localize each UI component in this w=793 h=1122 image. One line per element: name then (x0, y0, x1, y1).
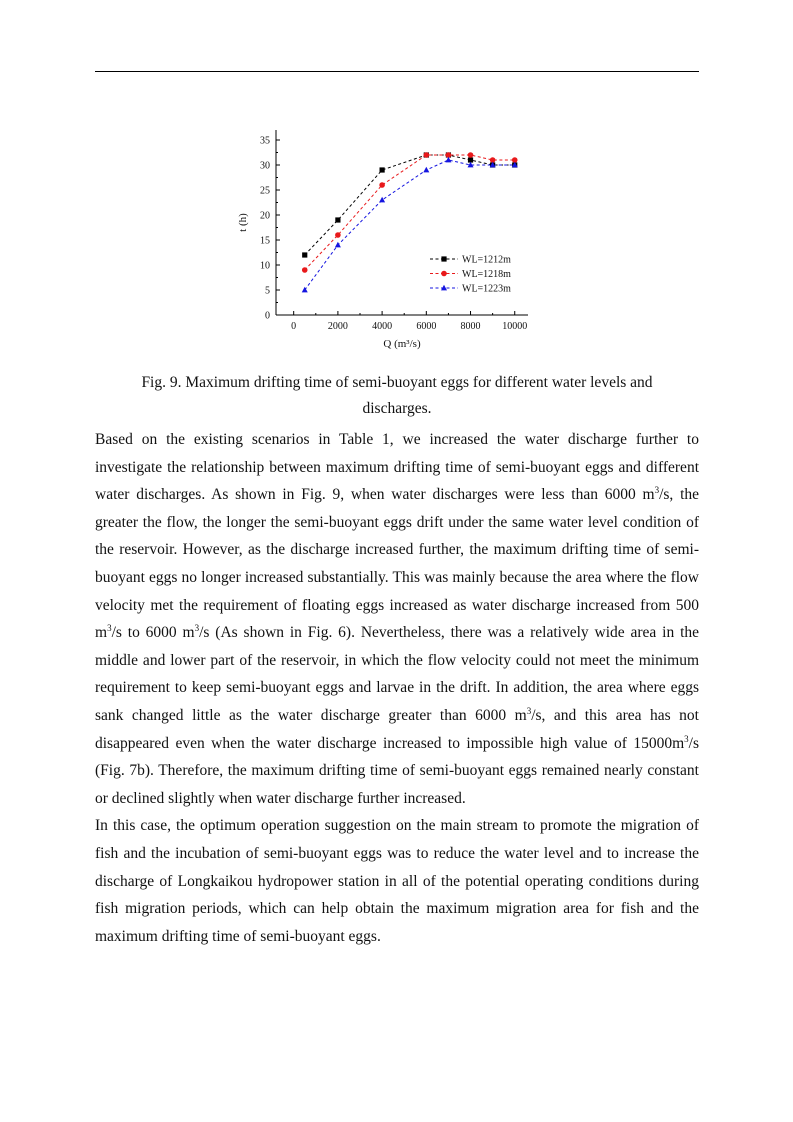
p1-text-2: /s, the greater the flow, the longer the semi-buoyant eggs drift under the same water level condition of the reservoir. However, as the discharge increased further, the maximum drifting time of semi-buoyant eggs no longer increased substantially. This was mainly because the area where the flow velocity met the requirement of floating eggs increased as water discharge increased from 500 m (95, 486, 699, 642)
y-tick-label: 35 (260, 135, 270, 147)
data-point (335, 217, 340, 222)
figure-9 (208, 100, 584, 358)
superscript-3: 3 (107, 623, 112, 634)
series-line-1 (305, 155, 515, 255)
y-tick-label: 20 (260, 210, 270, 222)
y-axis-label: t (h) (237, 213, 249, 232)
data-point (302, 252, 307, 257)
paragraph-2: In this case, the optimum operation suggestion on the main stream to promote the migration of fish and the incubation of semi-buoyant eggs was to reduce the water level and to increase the discharge of Longkaikou hydropower station in all of the potential operating conditions during fish migration periods, which can help obtain the maximum migration area for fish and the maximum drifting time of semi-buoyant eggs. (95, 817, 699, 945)
figure-caption-line1: Fig. 9. Maximum drifting time of semi-buoyant eggs for different water levels and (141, 374, 653, 391)
x-tick-label: 8000 (460, 321, 481, 332)
data-point (335, 232, 341, 238)
drifting-time-chart (208, 100, 584, 358)
legend-marker (441, 271, 447, 277)
y-tick-label: 25 (260, 185, 270, 197)
p1-text-6: /s (Fig. 7b). Therefore, the maximum drifting time of semi-buoyant eggs remained nearly constant or declined slightly when water discharge further increased. (95, 734, 699, 807)
legend-label: WL=1218m (462, 269, 511, 280)
p1-text-4: /s (As shown in Fig. 6). Nevertheless, there was a relatively wide area in the middle and lower part of the reservoir, in which the flow velocity could not meet the minimum requirement to keep semi-buoyant eggs and larvae in the drift. In addition, the area where eggs sank changed little as the water discharge greater than 6000 m (95, 624, 700, 724)
legend-marker (441, 256, 446, 261)
p1-text-3: /s to 6000 m (111, 624, 195, 642)
y-tick-label: 0 (265, 310, 270, 322)
header-rule (95, 71, 699, 72)
x-tick-label: 0 (291, 321, 297, 332)
body-text (95, 426, 699, 950)
p1-text-1: Based on the existing scenarios in Table 1, we increased the water discharge further to investigate the relationship between maximum drifting time of semi-buoyant eggs and different water discharges. As shown in Fig. 9, when water discharges were less than 6000 m (95, 431, 699, 504)
data-point (424, 152, 430, 158)
y-tick-label: 30 (260, 160, 270, 172)
x-tick-label: 4000 (372, 321, 393, 332)
y-tick-label: 15 (260, 235, 270, 247)
data-point (379, 197, 385, 203)
data-point (335, 242, 341, 248)
data-point (380, 167, 385, 172)
data-point (302, 287, 308, 293)
y-tick-label: 5 (265, 285, 270, 297)
paragraph-1 (95, 426, 699, 812)
data-point (445, 157, 451, 163)
legend-label: WL=1212m (462, 254, 511, 266)
series-line-2 (305, 155, 515, 270)
x-tick-label: 10000 (502, 321, 528, 332)
superscript-3: 3 (194, 623, 200, 634)
superscript-3: 3 (526, 705, 532, 716)
data-point (468, 152, 474, 158)
x-tick-label: 2000 (327, 321, 348, 332)
x-axis-label: Q (m³/s) (383, 338, 421, 350)
superscript-3: 3 (654, 485, 660, 496)
p1-text-5: /s, and this area has not disappeared even when the water discharge increased to impossible high value of 15000m (95, 706, 699, 752)
x-tick-label: 6000 (416, 321, 437, 332)
data-point (423, 167, 429, 173)
superscript-3: 3 (684, 733, 689, 744)
legend-label: WL=1223m (462, 283, 511, 295)
figure-caption-line2: discharges. (362, 400, 432, 417)
y-tick-label: 10 (260, 260, 270, 272)
data-point (379, 182, 385, 188)
data-point (302, 267, 308, 273)
